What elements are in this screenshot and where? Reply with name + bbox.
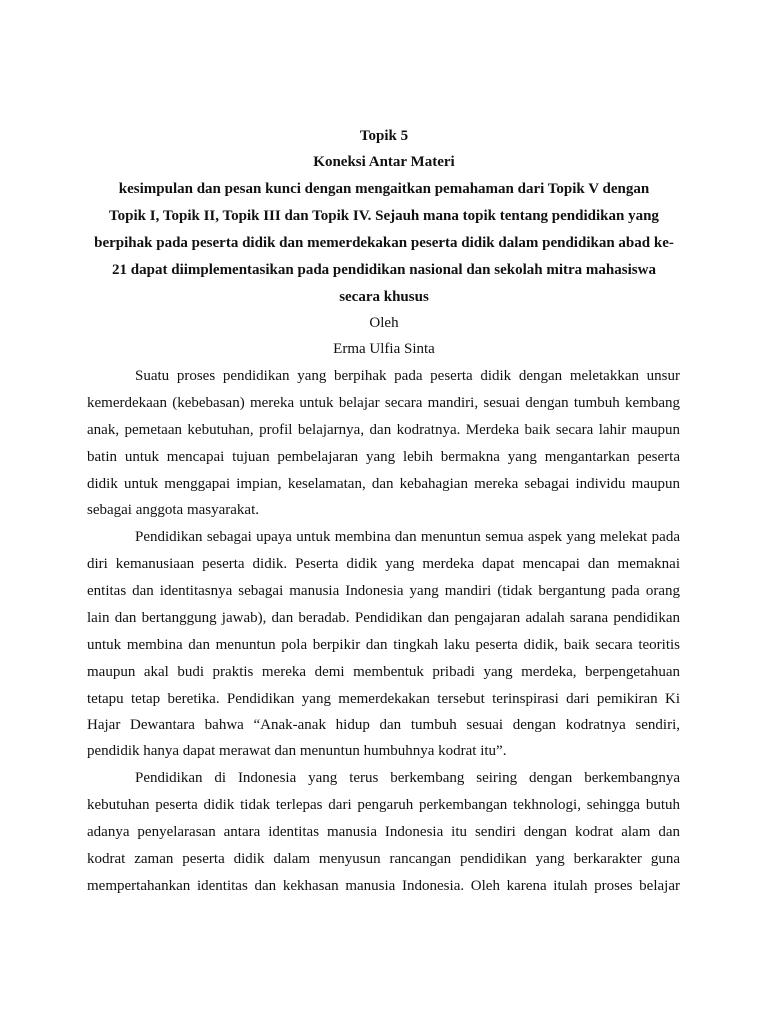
paragraph-2-line: lain dan bertanggung jawab), dan beradab. Pendidikan dan pengajaran adalah sarana pendidikan bbox=[87, 610, 680, 626]
subtitle-line: berpihak pada peserta didik dan memerdekakan peserta didik dalam pendidikan abad ke- bbox=[94, 235, 674, 251]
paragraph-2-line: maupun akal budi praktis mereka demi membentuk pribadi yang merdeka, berpengetahuan bbox=[87, 664, 680, 680]
document-title: Koneksi Antar Materi bbox=[313, 154, 455, 170]
paragraph-2-line: untuk membina dan menuntun pola berpikir dan tingkah laku peserta didik, baik secara teoritis bbox=[87, 637, 680, 653]
paragraph-1-line: anak, pemetaan kebutuhan, profil belajarnya, dan kodratnya. Merdeka baik secara lahir maupun bbox=[87, 422, 680, 438]
subtitle-line: secara khusus bbox=[339, 289, 429, 305]
topic-heading: Topik 5 bbox=[359, 128, 409, 144]
paragraph-1-line: kemerdekaan (kebebasan) mereka untuk belajar secara mandiri, sesuai dengan tumbuh kembang bbox=[87, 395, 680, 411]
subtitle-line: 21 dapat diimplementasikan pada pendidikan nasional dan sekolah mitra mahasiswa bbox=[112, 262, 656, 278]
paragraph-1-line: batin untuk mencapai tujuan pembelajaran yang lebih bermakna yang mengantarkan peserta bbox=[87, 449, 680, 465]
paragraph-1-line: Suatu proses pendidikan yang berpihak pada peserta didik dengan meletakkan unsur bbox=[135, 368, 680, 384]
subtitle-line: Topik I, Topik II, Topik III dan Topik IV. Sejauh mana topik tentang pendidikan yang bbox=[109, 208, 659, 224]
paragraph-1-line: sebagai anggota masyarakat. bbox=[87, 502, 260, 518]
paragraph-2-line: Hajar Dewantara bahwa “Anak-anak hidup dan tumbuh sesuai dengan kodratnya sendiri, bbox=[87, 717, 680, 733]
paragraph-2-line: tetapu tetap beretika. Pendidikan yang memerdekakan tersebut terinspirasi dari pemikiran Ki bbox=[87, 691, 680, 707]
by-label: Oleh bbox=[369, 315, 399, 331]
paragraph-3-line: mempertahankan identitas dan kekhasan manusia Indonesia. Oleh karena itulah proses belajar bbox=[87, 878, 680, 894]
paragraph-2-line: pendidik hanya dapat merawat dan menuntun humbuhnya kodrat itu”. bbox=[87, 743, 507, 759]
paragraph-2-line: entitas dan identitasnya sebagai manusia Indonesia yang mandiri (tidak bergantung pada orang bbox=[87, 583, 680, 599]
paragraph-3-line: kodrat zaman peserta didik dalam menyusun rancangan pendidikan yang berkarakter guna bbox=[87, 851, 680, 867]
paragraph-3-line: Pendidikan di Indonesia yang terus berkembang seiring dengan berkembangnya bbox=[135, 770, 680, 786]
paragraph-1-line: didik untuk menggapai impian, keselamatan, dan kebahagian mereka sebagai individu maupun bbox=[87, 476, 680, 492]
paragraph-2-line: diri kemanusiaan peserta didik. Peserta didik yang merdeka dapat mencapai dan memaknai bbox=[87, 556, 680, 572]
paragraph-2-line: Pendidikan sebagai upaya untuk membina dan menuntun semua aspek yang melekat pada bbox=[135, 529, 680, 545]
author-name: Erma Ulfia Sinta bbox=[333, 341, 435, 357]
paragraph-3-line: adanya penyelarasan antara identitas manusia Indonesia itu sendiri dengan kodrat alam dan bbox=[87, 824, 680, 840]
paragraph-3-line: kebutuhan peserta didik tidak terlepas dari pengaruh perkembangan tekhnologi, sehingga butuh bbox=[87, 797, 680, 813]
subtitle-line: kesimpulan dan pesan kunci dengan mengaitkan pemahaman dari Topik V dengan bbox=[118, 181, 650, 197]
